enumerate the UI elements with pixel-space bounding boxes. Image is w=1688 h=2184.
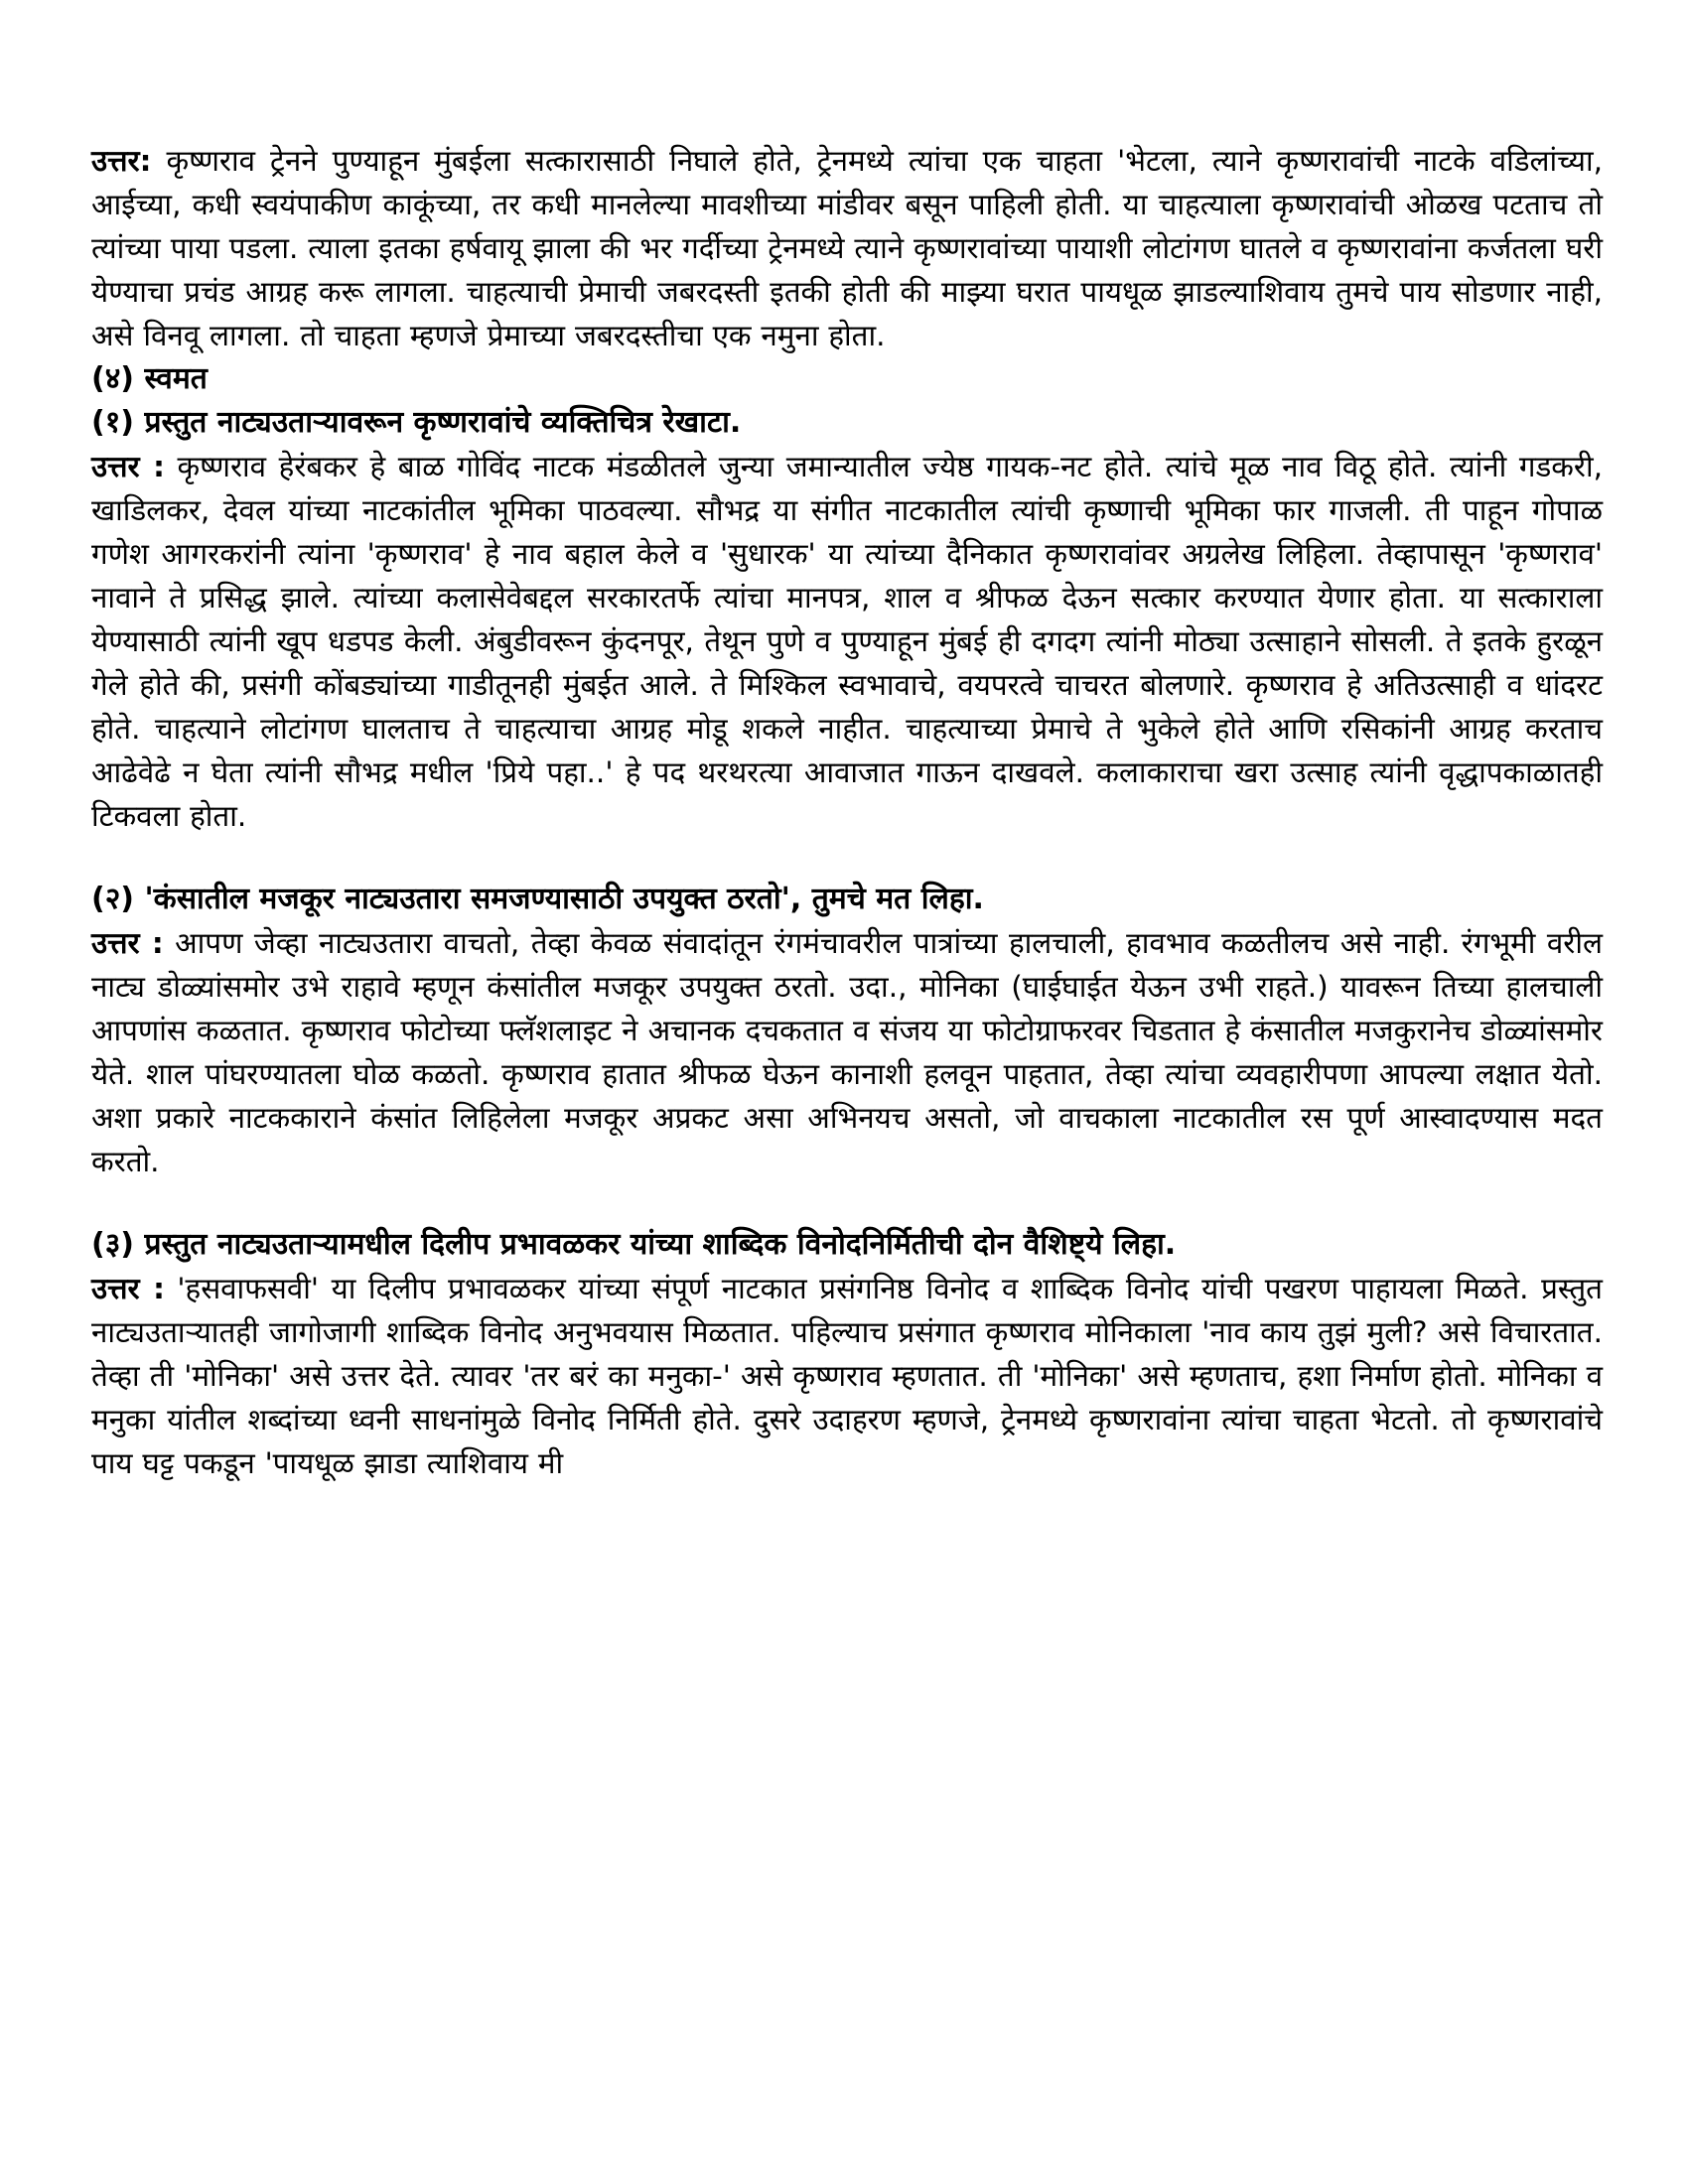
question-3-heading: (३) प्रस्तुत नाट्यउताऱ्यामधील दिलीप प्रभावळकर यांच्या शाब्दिक विनोदनिर्मितीची दोन वैशिष्ट्ये लिहा. [91,1227,1177,1262]
answer-label-q1: उत्तर : [91,450,165,483]
spacer-after-q1 [91,838,1603,878]
document-body [91,139,1603,1485]
question-1-heading: (१) प्रस्तुत नाट्यउताऱ्यावरून कृष्णरावांचे व्यक्तिचित्र रेखाटा. [91,405,742,440]
question-2-heading: (२) 'कंसातील मजकूर नाट्यउतारा समजण्यासाठी उपयुक्त ठरतो', तुमचे मत लिहा. [91,882,984,916]
question-3-answer-paragraph [91,1267,1603,1485]
question-2-answer-paragraph [91,921,1603,1183]
spacer-after-q2 [91,1183,1603,1223]
answer-label-intro: उत्तर: [91,144,152,178]
intro-answer-paragraph [91,139,1603,357]
answer-label-q2: उत्तर : [91,926,164,960]
section-heading-swamat: (४) स्वमत [91,361,208,396]
answer-label-q3: उत्तर : [91,1272,165,1305]
answer-text-q3: 'हसवाफसवी' या दिलीप प्रभावळकर यांच्या संपूर्ण नाटकात प्रसंगनिष्ठ विनोद व शाब्दिक विनोद यांची पखरण पाहायला मिळते. प्रस्तुत नाट्यउताऱ्यातही जागोजागी शाब्दिक विनोद अनुभवयास मिळतात. पहिल्याच प्रसंगात कृष्णराव मोनिकाला 'नाव काय तुझं मुली? असे विचारतात. तेव्हा ती 'मोनिका' असे उत्तर देते. त्यावर 'तर बरं का मनुका-' असे कृष्णराव म्हणतात. ती 'मोनिका' असे म्हणताच, हशा निर्माण होतो. मोनिका व मनुका यांतील शब्दांच्या ध्वनी साधनांमुळे विनोद निर्मिती होते. दुसरे उदाहरण म्हणजे, ट्रेनमध्ये कृष्णरावांना त्यांचा चाहता भेटतो. तो कृष्णरावांचे पाय घट्ट पकडून 'पायधूळ झाडा त्याशिवाय मी [91,1272,1603,1480]
answer-text-q1: कृष्णराव हेरंबकर हे बाळ गोविंद नाटक मंडळीतले जुन्या जमान्यातील ज्येष्ठ गायक-नट होते. त्यांचे मूळ नाव विठू होते. त्यांनी गडकरी, खाडिलकर, देवल यांच्या नाटकांतील भूमिका पाठवल्या. सौभद्र या संगीत नाटकातील त्यांची कृष्णाची भूमिका फार गाजली. ती पाहून गोपाळ गणेश आगरकरांनी त्यांना 'कृष्णराव' हे नाव बहाल केले व 'सुधारक' या त्यांच्या दैनिकात कृष्णरावांवर अग्रलेख लिहिला. तेव्हापासून 'कृष्णराव' नावाने ते प्रसिद्ध झाले. त्यांच्या कलासेवेबद्दल सरकारतर्फे त्यांचा मानपत्र, शाल व श्रीफळ देऊन सत्कार करण्यात येणार होता. या सत्काराला येण्यासाठी त्यांनी खूप धडपड केली. अंबुडीवरून कुंदनपूर, तेथून पुणे व पुण्याहून मुंबई ही दगदग त्यांनी मोठ्या उत्साहाने सोसली. ते इतके हुरळून गेले होते की, प्रसंगी कोंबड्यांच्या गाडीतूनही मुंबईत आले. ते मिश्किल स्वभावाचे, वयपरत्वे चाचरत बोलणारे. कृष्णराव हे अतिउत्साही व धांदरट होते. चाहत्याने लोटांगण घालताच ते चाहत्याचा आग्रह मोडू शकले नाहीत. चाहत्याच्या प्रेमाचे ते भुकेले होते आणि रसिकांनी आग्रह करताच आढेवेढे न घेता त्यांनी सौभद्र मधील 'प्रिये पहा..' हे पद थरथरत्या आवाजात गाऊन दाखवले. कलाकाराचा खरा उत्साह त्यांनी वृद्धापकाळातही टिकवला होता. [91,450,1603,833]
question-1-answer-paragraph [91,445,1603,838]
answer-text-intro: कृष्णराव ट्रेनने पुण्याहून मुंबईला सत्कारासाठी निघाले होते, ट्रेनमध्ये त्यांचा एक चाहता 'भेटला, त्याने कृष्णरावांची नाटके वडिलांच्या, आईच्या, कधी स्वयंपाकीण काकूंच्या, तर कधी मानलेल्या मावशीच्या मांडीवर बसून पाहिली होती. या चाहत्याला कृष्णरावांची ओळख पटताच तो त्यांच्या पाया पडला. त्याला इतका हर्षवायू झाला की भर गर्दीच्या ट्रेनमध्ये त्याने कृष्णरावांच्या पायाशी लोटांगण घातले व कृष्णरावांना कर्जतला घरी येण्याचा प्रचंड आग्रह करू लागला. चाहत्याची प्रेमाची जबरदस्ती इतकी होती की माझ्या घरात पायधूळ झाडल्याशिवाय तुमचे पाय सोडणार नाही, असे विनवू लागला. तो चाहता म्हणजे प्रेमाच्या जबरदस्तीचा एक नमुना होता. [91,144,1603,352]
answer-text-q2: आपण जेव्हा नाट्यउतारा वाचतो, तेव्हा केवळ संवादांतून रंगमंचावरील पात्रांच्या हालचाली, हावभाव कळतीलच असे नाही. रंगभूमी वरील नाट्य डोळ्यांसमोर उभे राहावे म्हणून कंसांतील मजकूर उपयुक्त ठरतो. उदा., मोनिका (घाईघाईत येऊन उभी राहते.) यावरून तिच्या हालचाली आपणांस कळतात. कृष्णराव फोटोच्या फ्लॅशलाइट ने अचानक दचकतात व संजय या फोटोग्राफरवर चिडतात हे कंसातील मजकुरानेच डोळ्यांसमोर येते. शाल पांघरण्यातला घोळ कळतो. कृष्णराव हातात श्रीफळ घेऊन कानाशी हलवून पाहतात, तेव्हा त्यांचा व्यवहारीपणा आपल्या लक्षात येतो. अशा प्रकारे नाटककाराने कंसांत लिहिलेला मजकूर अप्रकट असा अभिनयच असतो, जो वाचकाला नाटकातील रस पूर्ण आस्वादण्यास मदत करतो. [91,926,1603,1178]
